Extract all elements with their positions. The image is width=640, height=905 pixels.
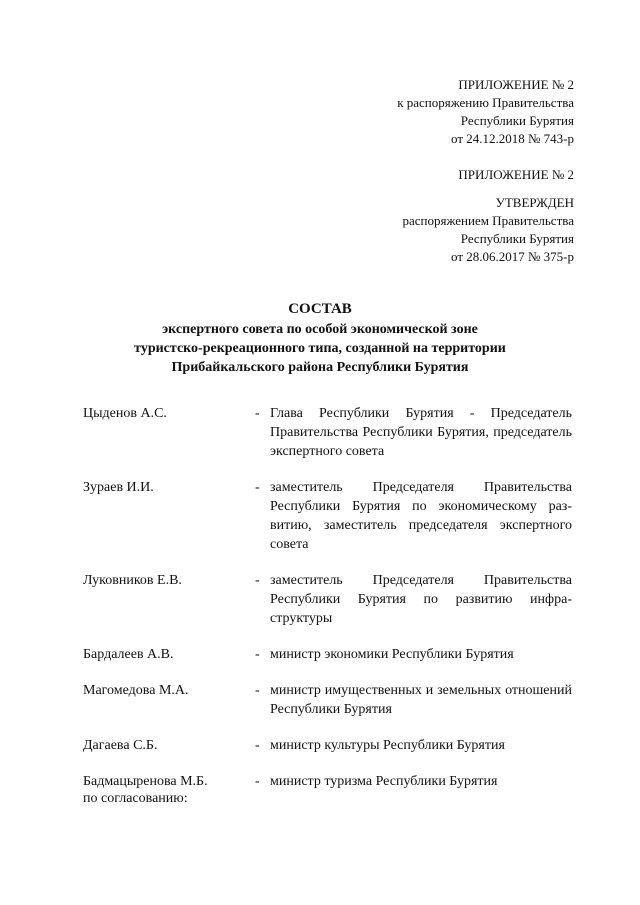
member-name: Луковников Е.В. [83,573,182,588]
member-name: Магомедова М.А. [83,683,189,698]
member-name: Бардалеев А.В. [83,647,174,662]
approved-label: УТВЕРЖДЕН [495,195,574,210]
member-row [83,571,573,628]
member-dash: - [255,480,260,495]
appendix-header-current [397,76,574,148]
member-row [83,645,573,664]
title-line: экспертного совета по особой экономической зоне [162,322,478,337]
member-position: заместитель Председателя Правительства Республики Бурятия по экономическому развитию, заместитель председателя экспертного совета [270,480,572,552]
appendix-line: распоряжением Правительства [402,213,574,228]
member-dash: - [255,738,260,753]
member-dash: - [255,647,260,662]
member-position: министр культуры Республики Бурятия [270,738,505,753]
member-row [83,404,573,461]
member-name: Цыденов А.С. [83,406,167,421]
appendix-line: Республики Бурятия [460,113,574,128]
appendix-header-original [402,166,574,266]
title-main: СОСТАВ [288,301,352,317]
appendix-line: Республики Бурятия [460,231,574,246]
appendix-date-number: от 28.06.2017 № 375-р [451,249,574,264]
member-position: заместитель Председателя Правительства Республики Бурятия по развитию инфраструктуры [270,573,572,626]
member-position: министр имущественных и земельных отношений Республики Бурятия [270,683,572,717]
member-position: Глава Республики Бурятия - Председатель Правительства Республики Бурятия, председатель экспертного совета [270,406,572,459]
member-name: Дагаева С.Б. [83,738,158,753]
member-dash: - [255,406,260,421]
appendix-title: ПРИЛОЖЕНИЕ № 2 [458,167,574,182]
footer-note: по согласованию: [83,791,188,806]
members-list [83,404,573,808]
appendix-date-number: от 24.12.2018 № 743-р [451,131,574,146]
member-dash: - [255,683,260,698]
member-dash: - [255,573,260,588]
document-title [60,300,580,377]
title-line: Прибайкальского района Республики Бурятия [171,360,469,375]
appendix-title: ПРИЛОЖЕНИЕ № 2 [458,77,574,92]
appendix-line: к распоряжению Правительства [397,95,574,110]
member-name: Бадмацыренова М.Б. [83,774,208,789]
title-line: туристско-рекреационного типа, созданной на территории [134,341,506,356]
member-row [83,681,573,719]
member-row [83,736,573,755]
member-row [83,478,573,554]
member-name: Зураев И.И. [83,480,154,495]
member-position: министр туризма Республики Бурятия [270,774,498,789]
member-position: министр экономики Республики Бурятия [270,647,514,662]
member-dash: - [255,774,260,789]
